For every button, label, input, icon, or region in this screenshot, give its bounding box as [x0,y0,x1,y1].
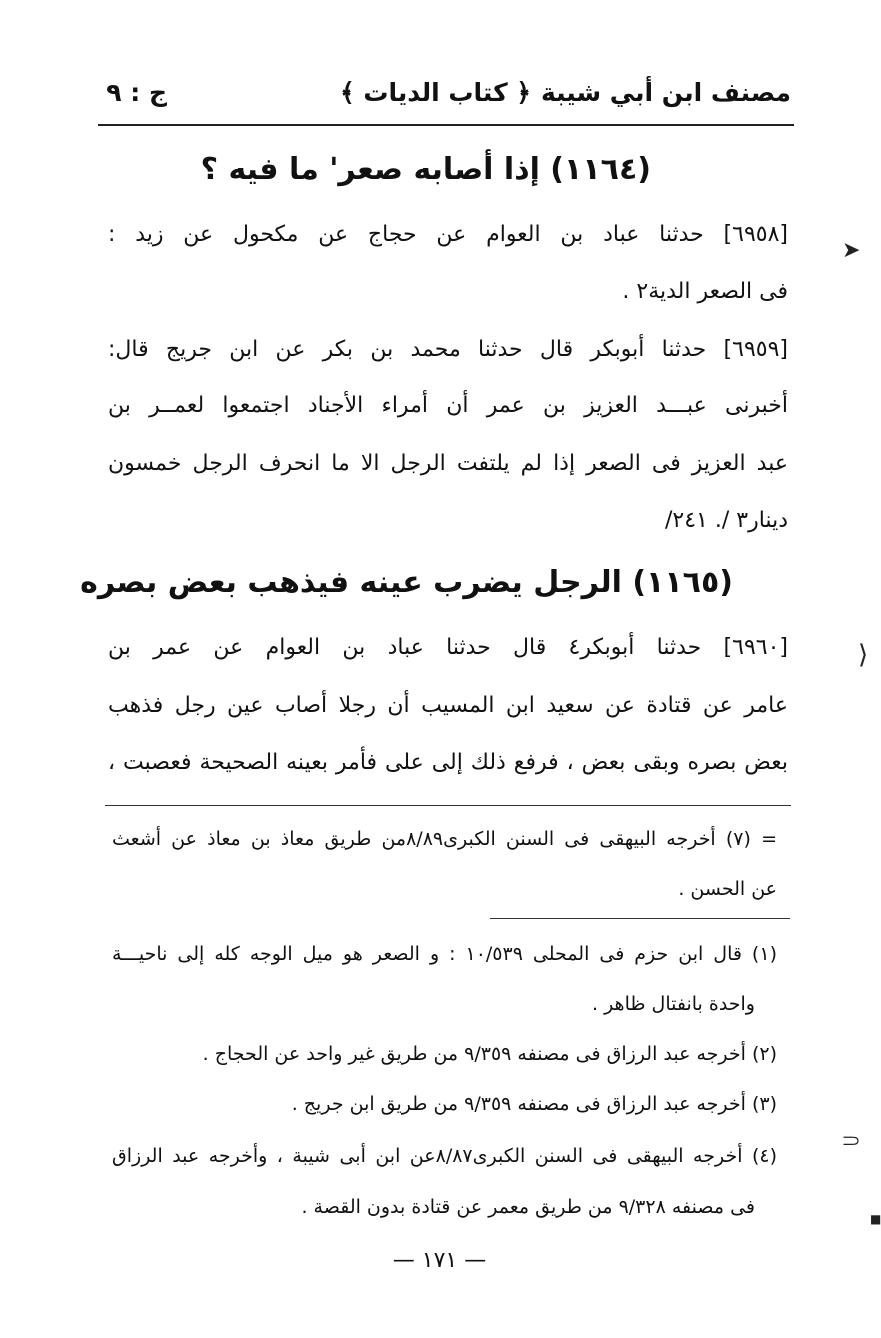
hadith-6958-line-2: فى الصعر الدية٢ . [622,279,788,304]
margin-mark-icon: ⸧ [838,1127,865,1157]
chapter-title: ﴿ كتاب الديات ﴾ [340,78,531,107]
hadith-6960-line-2: عامر عن قتادة عن سعيد ابن المسيب أن رجلا أصاب عين رجل فذهب [108,693,788,718]
footnote-2: (٢) أخرجه عبد الرزاق فى مصنفه ٩/٣٥٩ من طريق غير واحد عن الحجاج . [202,1043,777,1065]
hadith-6959-line-3: عبد العزيز فى الصعر إذا لم يلتفت الرجل الا ما انحرف الرجل خمسون [108,451,788,476]
footnote-1-line-2: واحدة بانفتال ظاهر . [591,993,755,1015]
volume-number: ج : ٩ [106,78,167,107]
margin-dot-icon: ■ [870,1212,881,1226]
header-rule [98,124,794,126]
hadith-6959-line-2: أخبرنى عبـــد العزيز بن عمر أن أمراء الأجناد اجتمعوا لعمــر بن [108,393,788,418]
footnote-4-line-1: (٤) أخرجه البيهقى فى السنن الكبرى٨/٨٧عن ابن أبى شيبة ، وأخرجه عبد الرزاق [112,1145,778,1167]
hadith-6958-line-1: [٦٩٥٨] حدثنا عباد بن العوام عن حجاج عن مكحول عن زيد : [108,222,788,247]
book-title: مصنف ابن أبي شيبة [540,78,791,107]
section-heading-1164: (١١٦٤) إذا أصابه صعر' ما فيه ؟ [200,152,651,187]
hadith-6960-line-3: بعض بصره وبقى بعض ، فرفع ذلك إلى على فأمر بعينه الصحيحة فعصبت ، [108,750,788,775]
margin-mark-icon: ➤ [842,238,861,263]
footnote-1-line-1: (١) قال ابن حزم فى المحلى ١٠/٥٣٩ : و الصعر هو ميل الوجه كله إلى ناحيـــة [112,943,777,965]
hadith-6960-line-1: [٦٩٦٠] حدثنا أبوبكر٤ قال حدثنا عباد بن العوام عن عمر بن [108,635,789,660]
margin-mark-icon: ⟩ [858,640,869,670]
footnote-4-line-2: فى مصنفه ٩/٣٢٨ من طريق معمر عن قتادة بدون القصة . [301,1196,755,1218]
footnote-separator-top [105,805,791,806]
hadith-6959-line-4: دينار٣ /. ٢٤١/ [665,508,788,533]
footnote-3: (٣) أخرجه عبد الرزاق فى مصنفه ٩/٣٥٩ من طريق ابن جريج . [291,1093,777,1115]
continued-footnote-line-1: = (٧) أخرجه البيهقى فى السنن الكبرى٨/٨٩من طريق معاذ بن معاذ عن أشعث [112,828,778,850]
continued-footnote-line-2: عن الحسن . [678,878,777,900]
hadith-6959-line-1: [٦٩٥٩] حدثنا أبوبكر قال حدثنا محمد بن بكر عن ابن جريج قال: [108,337,788,362]
page-number: — ١٧١ — [392,1248,487,1273]
section-heading-1165: (١١٦٥) الرجل يضرب عينه فيذهب بعض بصره [80,565,733,600]
footnote-separator-bottom [490,918,790,919]
